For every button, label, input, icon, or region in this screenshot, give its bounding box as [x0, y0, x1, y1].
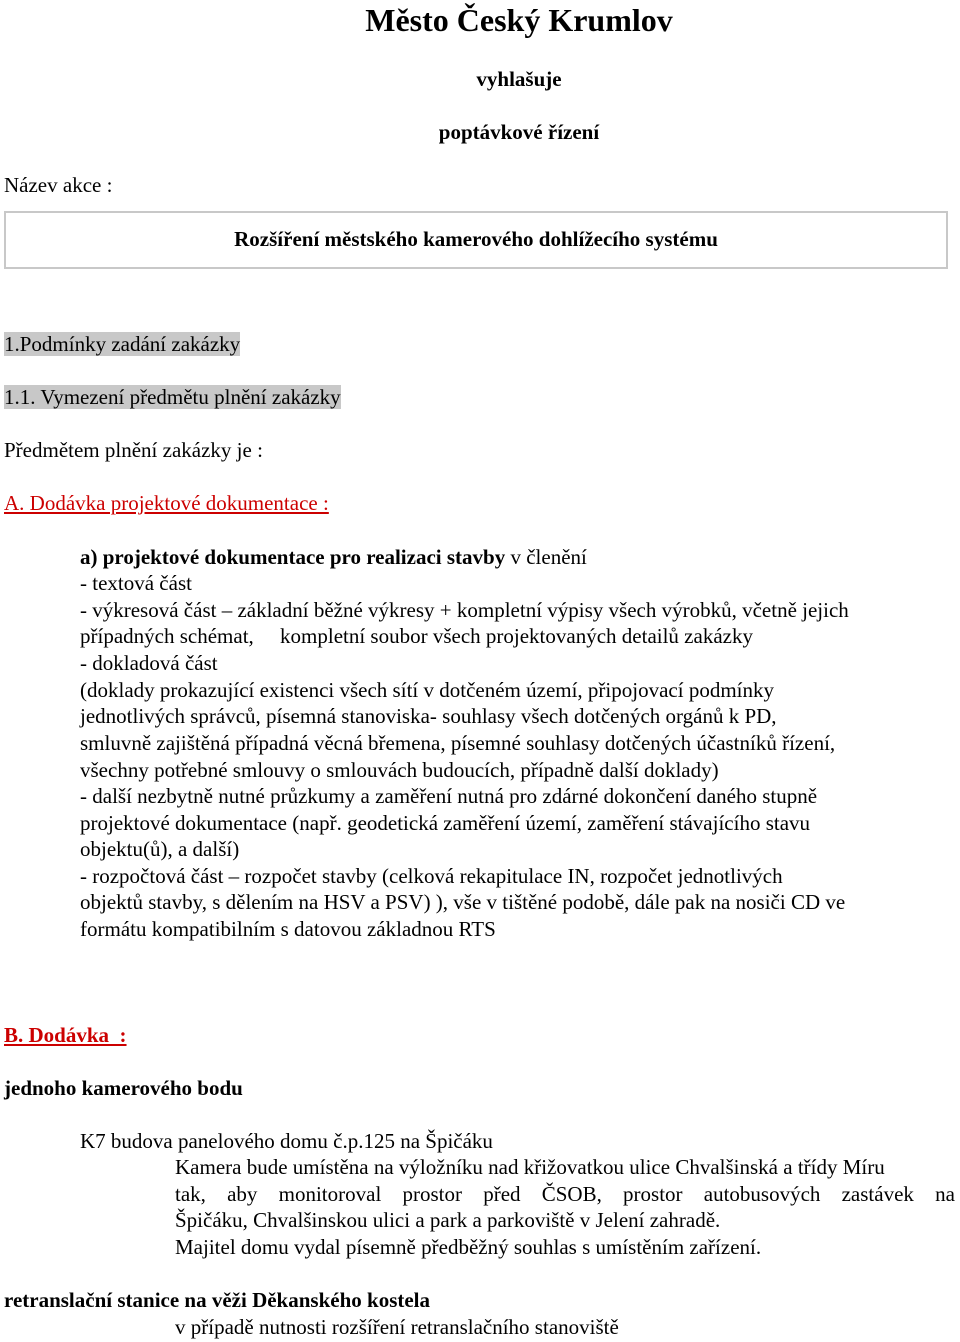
word: před — [483, 1182, 521, 1206]
camera-point-desc-line: Špičáku, Chvalšinskou ulici a park a parkoviště v Jelení zahradě. — [175, 1208, 721, 1232]
action-name: Rozšíření městského kamerového dohlížecího systému — [234, 227, 718, 251]
part-a-line: - textová část — [80, 571, 192, 595]
relay-station-text: v případě nutnosti rozšíření retranslačního stanoviště — [175, 1315, 619, 1339]
procedure-type: poptávkové řízení — [438, 120, 600, 144]
word: prostor — [402, 1182, 462, 1206]
part-a-heading-text: A. Dodávka projektové dokumentace : — [4, 491, 329, 515]
word: zastávek — [841, 1182, 914, 1206]
part-a-line: - dokladová část — [80, 651, 218, 675]
section-1-1-label: 1.1. Vymezení předmětu plnění zakázky — [4, 385, 341, 409]
part-a-line: (doklady prokazující existenci všech sítí v dotčeném území, připojovací podmínky — [80, 678, 774, 702]
part-a-line: - další nezbytně nutné průzkumy a zaměření nutná pro zdárné dokončení daného stupně — [80, 784, 818, 808]
part-a-line: objektů stavby, s dělením na HSV a PSV) ), vše v tištěné podobě, dále pak na nosiči CD ve — [80, 890, 846, 914]
part-a-item-a-bold: a) projektové dokumentace pro realizaci stavby — [80, 545, 506, 569]
part-a-item-a-rest: v členění — [505, 545, 587, 569]
part-a-line: formátu kompatibilním s datovou základnou RTS — [80, 917, 496, 941]
word: ČSOB, — [541, 1182, 602, 1206]
section-1-label: 1.Podmínky zadání zakázky — [4, 332, 241, 356]
part-a-line: objektu(ů), a další) — [80, 837, 240, 861]
part-a-line: smluvně zajištěná případná věcná břemena, písemné souhlasy dotčených účastníků řízení, — [80, 731, 836, 755]
word: na — [935, 1182, 955, 1206]
word: monitoroval — [278, 1182, 382, 1206]
action-label: Název akce : — [4, 173, 113, 197]
part-a-line: - výkresová část – základní běžné výkresy + kompletní výpisy všech výrobků, včetně jejich — [80, 598, 849, 622]
relay-station-title: retranslační stanice na věži Děkanského kostela — [4, 1288, 431, 1312]
camera-point-desc-line-justified — [175, 1181, 955, 1207]
subject-intro: Předmětem plnění zakázky je : — [4, 438, 263, 462]
camera-point-title: K7 budova panelového domu č.p.125 na Špičáku — [80, 1129, 493, 1153]
part-a-line: případných schémat, kompletní soubor všech projektovaných detailů zakázky — [80, 624, 753, 648]
part-a-line: projektové dokumentace (např. geodetická zaměření území, zaměření stávajícího stavu — [80, 811, 811, 835]
section-1-1-heading — [4, 384, 341, 410]
part-a-item-a — [80, 544, 587, 570]
part-b-heading — [4, 1022, 127, 1048]
part-b-heading-text: B. Dodávka : — [4, 1023, 127, 1047]
part-a-line: všechny potřebné smlouvy o smlouvách budoucích, případně další doklady) — [80, 758, 719, 782]
word: autobusových — [703, 1182, 821, 1206]
word: prostor — [623, 1182, 683, 1206]
section-1-heading — [4, 331, 240, 357]
word: aby — [227, 1182, 258, 1206]
action-name-box — [4, 211, 948, 269]
camera-point-desc-line: Majitel domu vydal písemně předběžný souhlas s umístěním zařízení. — [175, 1235, 762, 1259]
part-a-line: jednotlivých správců, písemná stanoviska- souhlasy všech dotčených orgánů k PD, — [80, 704, 777, 728]
word: tak, — [175, 1182, 206, 1206]
announces-text: vyhlašuje — [476, 67, 562, 91]
document-title: Město Český Krumlov — [365, 2, 673, 38]
part-a-heading — [4, 490, 329, 516]
part-a-line: - rozpočtová část – rozpočet stavby (celková rekapitulace IN, rozpočet jednotlivých — [80, 864, 783, 888]
part-b-subheading: jednoho kamerového bodu — [4, 1076, 243, 1100]
camera-point-desc-line: Kamera bude umístěna na výložníku nad křižovatkou ulice Chvalšinská a třídy Míru — [175, 1155, 885, 1179]
